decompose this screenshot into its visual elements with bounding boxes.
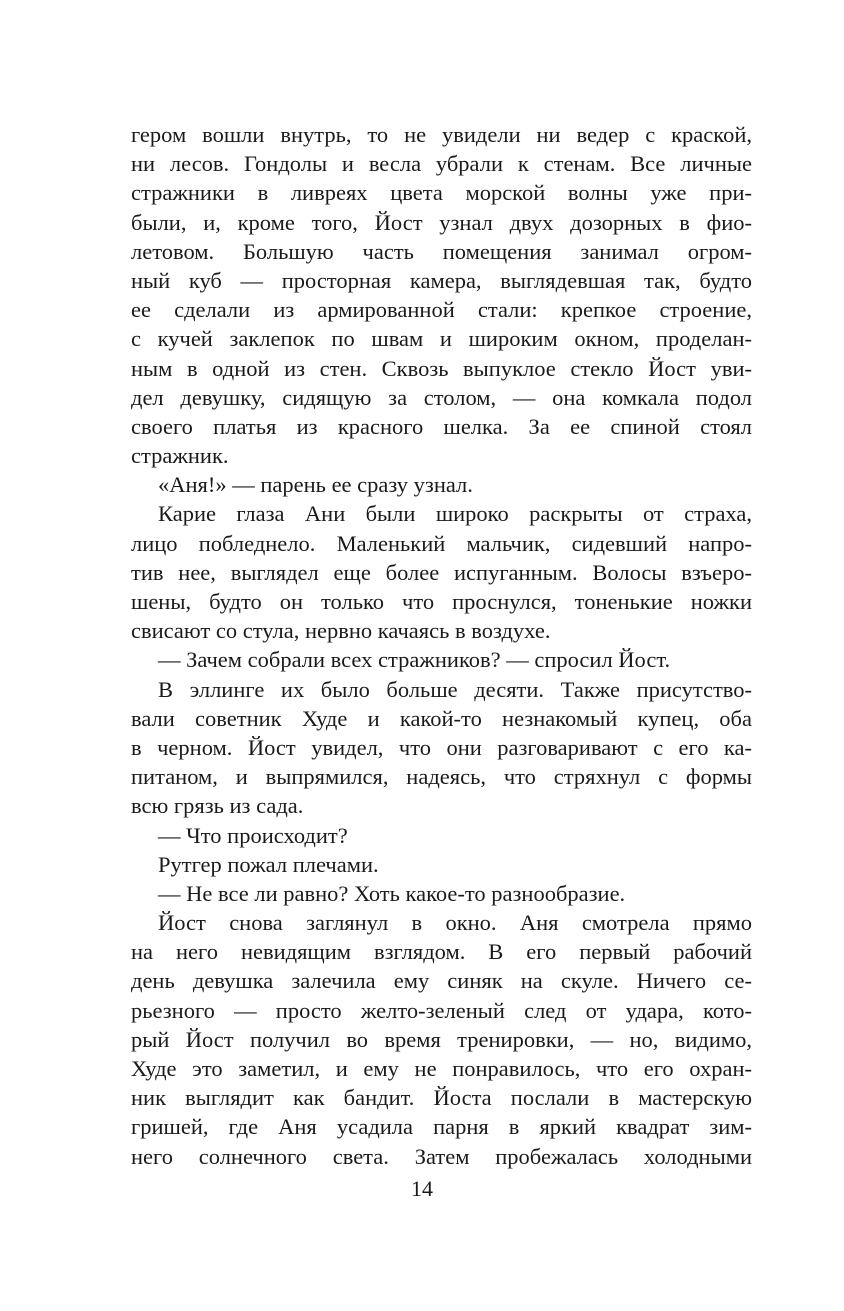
text-line: «Аня!» — парень ее сразу узнал. <box>158 472 473 498</box>
text-line: Худе это заметил, и ему не понравилось, что его охран- <box>131 1056 752 1081</box>
text-line: — Зачем собрали всех стражников? — спросил Йост. <box>158 647 671 673</box>
text-line: были, и, кроме того, Йост узнал двух дозорных в фио- <box>131 209 752 235</box>
text-line: с кучей заклепок по швам и широким окном, проделан- <box>131 326 752 352</box>
text-line: — Что происходит? <box>158 822 348 848</box>
text-line: ни лесов. Гондолы и весла убрали к стенам. Все личные <box>131 151 752 177</box>
text-line: Карие глаза Ани были широко раскрыты от страха, <box>158 501 752 527</box>
text-line: Йост снова заглянул в окно. Аня смотрела прямо <box>158 910 752 936</box>
text-line: ее сделали из армированной стали: крепкое строение, <box>131 297 752 323</box>
text-line: вали советник Худе и какой-то незнакомый купец, оба <box>131 705 752 731</box>
text-line: ник выглядит как бандит. Йоста послали в мастерскую <box>131 1085 752 1111</box>
text-line: ным в одной из стен. Сквозь выпуклое стекло Йост уви- <box>131 355 752 381</box>
text-line: на него невидящим взглядом. В его первый рабочий <box>131 939 752 965</box>
text-line: рый Йост получил во время тренировки, — но, видимо, <box>131 1026 752 1052</box>
text-line: гришей, где Аня усадила парня в яркий квадрат зим- <box>131 1114 752 1140</box>
text-line: всю грязь из сада. <box>131 793 304 819</box>
body-text <box>131 120 752 1171</box>
text-line: него солнечного света. Затем пробежалась холодными <box>131 1143 752 1169</box>
text-line: стражники в ливреях цвета морской волны уже при- <box>131 180 752 206</box>
text-line: свисают со стула, нервно качаясь в воздухе. <box>131 618 551 644</box>
text-line: летовом. Большую часть помещения занимал огром- <box>131 238 752 264</box>
text-line: питаном, и выпрямился, надеясь, что стряхнул с формы <box>131 764 752 790</box>
text-line: в черном. Йост увидел, что они разговаривают с его ка- <box>131 734 752 760</box>
text-line: рьезного — просто желто-зеленый след от удара, кото- <box>131 997 752 1023</box>
text-line: В эллинге их было больше десяти. Также присутство- <box>158 676 752 702</box>
text-line: гером вошли внутрь, то не увидели ни ведер с краской, <box>131 122 752 147</box>
text-line: день девушка залечила ему синяк на скуле. Ничего се- <box>131 968 752 994</box>
text-line: Рутгер пожал плечами. <box>158 851 379 877</box>
text-line: тив нее, выглядел еще более испуганным. Волосы взъеро- <box>131 559 752 585</box>
text-line: дел девушку, сидящую за столом, — она комкала подол <box>131 384 752 410</box>
text-line: ный куб — просторная камера, выглядевшая так, будто <box>131 267 752 293</box>
text-line: лицо побледнело. Маленький мальчик, сидевший напро- <box>131 530 752 556</box>
text-line: — Не все ли равно? Хоть какое-то разнообразие. <box>158 880 626 906</box>
text-line: шены, будто он только что проснулся, тоненькие ножки <box>131 589 752 614</box>
text-line: стражник. <box>131 443 229 469</box>
text-line: своего платья из красного шелка. За ее спиной стоял <box>131 413 752 439</box>
page-number: 14 <box>411 1176 433 1201</box>
